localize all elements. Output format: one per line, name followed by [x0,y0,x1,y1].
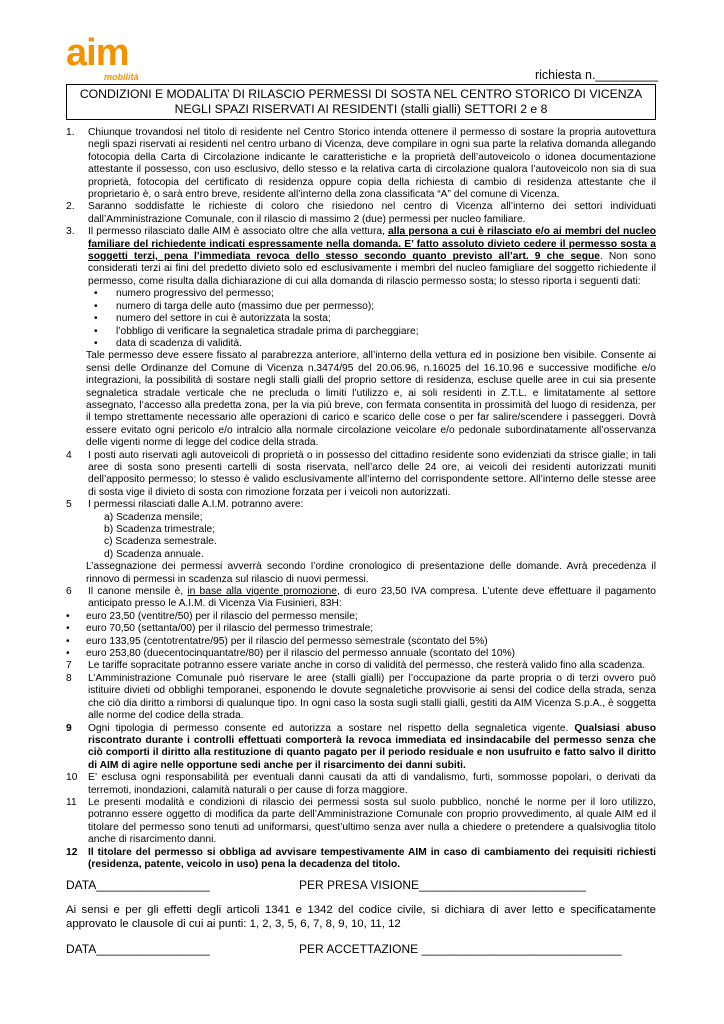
item-number: 3. [66,226,75,238]
item-number: 9 [66,722,72,734]
item-text: I permessi rilasciati dalle A.I.M. potranno avere: [88,499,304,511]
item-text: E’ esclusa ogni responsabilità per eventuali danni causati da atti di vandalismo, furti, sommosse popolari, o derivati da terremoti, inondazioni, calamità naturali o per cause di forza maggiore. [88,772,656,796]
condition-3-continued: Tale permesso deve essere fissato al parabrezza anteriore, all’interno della vettura ed in posizione ben visibile. Consente ai sensi delle Ordinanze del Comune di Vicenza n.3474/95 del 20.06.96, n.16025 del 16.10.96 e successive modifiche e/o integrazioni, la possibilità di sostare negli stalli gialli del proprio settore di residenza, escluse quelle aree in cui sia presente segnaletica stradale verticale che ne precluda o limiti l’utilizzo e, ai soli residenti in Z.T.L. e limitatamente al settore assegnato, l’accesso alla predetta zona, per la via più breve, con fermata consentita in prossimità del luogo di residenza, per il tempo strettamente necessario alle operazioni di carico e scarico delle cose o per far salire/scendere i passeggeri. Dovrà essere evitato ogni pericolo e/o intralcio alla normale circolazione veicolare e/o pedonale subordinatamente all’osservanza delle vigenti norme di legge del codice della strada. [86,350,656,449]
civil-code-declaration: Ai sensi e per gli effetti degli articoli 1341 e 1342 del codice civile, si dichiara di aver letto e specificatamente approvato le clausole di cui ai punti: 1, 2, 3, 5, 6, 7, 8, 9, 10, 11, 12 [66,904,656,930]
fee-list [66,611,656,661]
conditions-list [66,127,656,871]
expiry-options [66,512,656,562]
item-text: Le presenti modalità e condizioni di rilascio dei permessi sosta sul suolo pubblico, nonché le norme per il loro utilizzo, potranno essere oggetto di modifica da parte dell’Amministrazione Comunale con proprio provvedimento, al quale AIM ed il titolare del permesso sono tenuti ad uniformarsi, quest’ultimo senza aver nulla a chiedere o pretendere a qualsivoglia titolo anche di risarcimento danni. [88,796,656,846]
condition-2 [66,201,656,226]
condition-9 [66,723,656,773]
item-number: 4 [66,449,72,461]
presa-visione-field[interactable]: PER PRESA VISIONE_________________________ [299,878,586,892]
item-text-bold: Qualsiasi abuso riscontrato durante i controlli effettuati comporterà la revoca immediata ed insindacabile del permesso senza che ciò comporti il diritto alla restituzione di quanto pagato per il periodo residuale e non usufruito e fatto salvo il diritto di AIM di agire nelle opportune sedi anche per il risarcimento dei danni subiti. [88,722,656,771]
item-text-emphasis: alla persona a cui è rilasciato e/o ai membri del nucleo familiare del richiedente indicati espressamente nella domanda. E’ fatto assoluto divieto cedere il permesso sosta a soggetti terzi, pena l’immediata revoca dello stesso secondo quanto previsto all’art. 9 che segue [88,226,656,263]
condition-1 [66,127,656,201]
item-text: Le tariffe sopracitate potranno essere variate anche in corso di validità del permesso, che resterà valido fino alla scadenza. [88,660,646,672]
title-box [66,84,656,120]
item-text: I posti auto riservati agli autoveicoli di proprietà o in possesso del cittadino residente sono evidenziati da strisce gialle; in tali aree di sosta sono presenti cartelli di sosta riservata, nell’arco delle 24 ore, ai veicoli dei residenti autorizzati muniti dell’apposito permesso; lo stesso è valido esclusivamente all’interno del corrispondente settore. All’interno delle stesse aree di sosta vige il divieto di sosta con rimozione forzata per i veicoli non autorizzati. [88,449,656,498]
list-item: • euro 253,80 (duecentocinquantatre/80) per il rilascio del permesso annuale (scontato del 10%) [86,648,656,660]
item-number: 1. [66,127,75,138]
condition-11 [66,797,656,847]
list-item: • euro 23,50 (ventitre/50) per il rilascio del permesso mensile; [86,611,656,623]
item-text: Saranno soddisfatte le richieste di coloro che risiedono nel centro di Vicenza all’interno dei settori individuati dall’Amministrazione Comunale, con il rilascio di massimo 2 (due) permessi per nucleo familiare. [88,201,656,225]
item-number: 12 [66,846,78,858]
list-item: a) Scadenza mensile; [104,511,203,523]
logo-text: aim [66,32,129,74]
list-item: • numero progressivo del permesso; [116,288,656,300]
list-item: • numero del settore in cui è autorizzata la sosta; [116,313,656,325]
item-number: 6 [66,586,72,598]
item-text: Chiunque trovandosi nel titolo di residente nel Centro Storico intenda ottenere il permesso di sostare la propria autovettura negli spazi riservati ai residenti nel centro urbano di Vicenza, deve compilare in ogni sua parte la relativa domanda allegando fotocopia della Carta di Circolazione indicante le caratteristiche e la proprietà dell’autoveicolo o idonea documentazione attestante il possesso, con uso esclusivo, dello stesso e la relativa carta di circolazione qualora l’autoveicolo non sia di sua proprietà, fotocopia del certificato di residenza oppure copia della richiesta di cambio di residenza attestante che il proprietario è, o sarà entro breve, residente all’interno della zona classificata “A” del comune di Vicenza. [88,127,656,201]
condition-12 [66,847,656,872]
aim-logo [66,32,146,82]
item-text: . Non sono considerati terzi ai fini del predetto divieto solo ed esclusivamente i membri del nucleo famigliare del soggetto richiedente il permesso, come risulta dalla dichiarazione di cui alla domanda di rilascio permesso sosta; lo stesso riporta i seguenti dati: [88,251,656,287]
list-item: • data di scadenza di validità. [116,338,656,350]
item-number: 8 [66,672,72,684]
item-number: 10 [66,772,78,784]
logo-subtitle: mobilità [104,72,139,82]
list-item: c) Scadenza semestrale. [104,536,217,548]
title-line-1: CONDIZIONI E MODALITA’ DI RILASCIO PERMESSI DI SOSTA NEL CENTRO STORICO DI VICENZA [79,87,643,101]
permit-data-list [66,288,656,350]
list-item: • numero di targa delle auto (massimo due per permesso); [116,301,656,313]
condition-4 [66,450,656,500]
date-field-1[interactable]: DATA_________________ [66,878,210,892]
item-text-underlined: in base alla vigente promozione [187,586,337,598]
condition-8 [66,673,656,723]
acceptance-field[interactable]: PER ACCETTAZIONE ______________________________ [299,942,622,956]
item-text: Il permesso rilasciato dalle AIM è associato oltre che alla vettura, [88,226,389,238]
list-item: • l’obbligo di verificare la segnaletica stradale prima di parcheggiare; [116,326,656,338]
condition-10 [66,772,656,797]
condition-7 [66,660,656,672]
item-number: 5 [66,499,72,511]
item-text: L’Amministrazione Comunale può riservare le aree (stalli gialli) per l’occupazione da parte propria o di terzi ovvero può istituire divieti od obblighi temporanei, esponendo le dovute segnaletiche provvisorie ai sensi del codice della strada, senza che ciò dia diritto a rimborsi di qualunque tipo. In ogni caso la sosta sugli stalli gialli, gestiti da AIM Vicenza S.p.A., è soggetta alle norme del codice della strada. [88,672,656,722]
condition-5 [66,499,656,511]
item-text: Il canone mensile è, [88,586,188,598]
list-item: d) Scadenza annuale. [104,548,204,560]
list-item: b) Scadenza trimestrale; [104,524,216,535]
title-line-2: NEGLI SPAZI RISERVATI AI RESIDENTI (stalli gialli) SETTORI 2 e 8 [174,101,548,116]
item-number: 2. [66,201,75,213]
list-item: • euro 133,95 (centotrentatre/95) per il rilascio del permesso semestrale (scontato del 5%) [86,636,656,648]
condition-3 [66,226,656,288]
item-text: Il titolare del permesso si obbliga ad avvisare tempestivamente AIM in caso di cambiamento dei requisiti richiesti (residenza, patente, veicolo in uso) pena la decadenza del titolo. [88,846,656,870]
condition-6 [66,586,656,611]
item-number: 11 [66,796,77,808]
list-item: • euro 70,50 (settanta/00) per il rilascio del permesso trimestrale; [86,623,656,635]
item-text: , di euro 23,50 IVA compresa. L’utente deve effettuare il pagamento anticipato presso le A.I.M. di Vicenza Via Fusinieri, 83H: [88,586,656,610]
condition-5-continued: L’assegnazione dei permessi avverrà secondo l’ordine cronologico di presentazione delle domande. Avrà precedenza il rinnovo di permessi in scadenza sul rilascio di nuovi permessi. [86,561,656,585]
request-number: richiesta n._________ [534,68,658,82]
item-number: 7 [66,660,72,672]
date-field-2[interactable]: DATA_________________ [66,942,210,956]
item-text: Ogni tipologia di permesso consente ed autorizza a sostare nel rispetto della segnaletica vigente. [88,722,575,734]
